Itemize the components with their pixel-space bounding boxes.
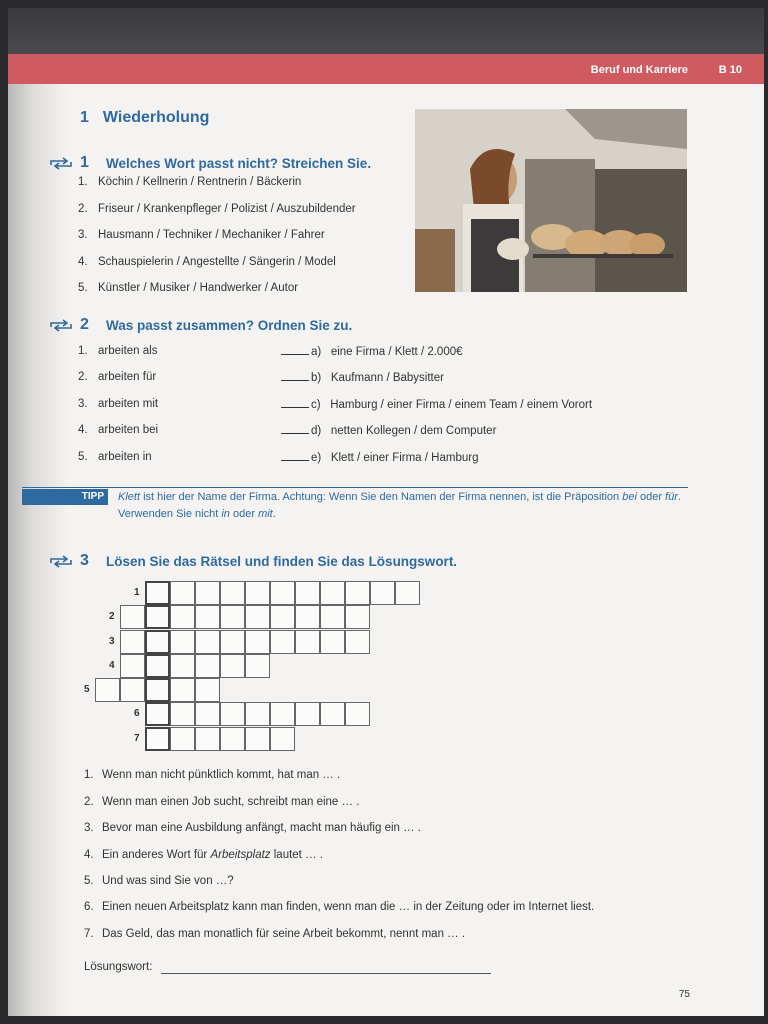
crossword-cell[interactable] (120, 605, 145, 629)
crossword-cell[interactable] (170, 678, 195, 702)
repeat-arrows-icon (48, 318, 74, 332)
crossword-solution-cell[interactable] (145, 654, 170, 678)
crossword-cell[interactable] (195, 581, 220, 605)
tipp-rule (22, 487, 688, 488)
crossword-cell[interactable] (170, 702, 195, 726)
list-item: 4. arbeiten bei (78, 424, 159, 436)
crossword-cell[interactable] (320, 605, 345, 629)
crossword-cell[interactable] (320, 702, 345, 726)
exercise-2-number: 2 (80, 316, 89, 333)
crossword-cell[interactable] (395, 581, 420, 605)
crossword-cell[interactable] (295, 630, 320, 654)
repeat-arrows-icon (48, 156, 74, 170)
crossword-cell[interactable] (270, 581, 295, 605)
crossword-cell[interactable] (220, 727, 245, 751)
baker-photo (415, 109, 687, 292)
exercise-1-number: 1 (80, 154, 89, 171)
crossword-row-label: 7 (134, 733, 140, 744)
answer-blank[interactable] (281, 423, 309, 434)
crossword-row-label: 4 (109, 660, 115, 671)
clue-item: 1. Wenn man nicht pünktlich kommt, hat man … . (84, 769, 341, 781)
match-option: d) netten Kollegen / dem Computer (281, 423, 496, 437)
crossword-row-label: 1 (134, 587, 140, 598)
crossword-solution-cell[interactable] (145, 702, 170, 726)
crossword-solution-cell[interactable] (145, 727, 170, 751)
answer-blank[interactable] (281, 344, 309, 355)
crossword-cell[interactable] (170, 630, 195, 654)
crossword-cell[interactable] (320, 581, 345, 605)
crossword-cell[interactable] (195, 654, 220, 678)
crossword-cell[interactable] (120, 678, 145, 702)
crossword-solution-cell[interactable] (145, 581, 170, 605)
crossword-cell[interactable] (170, 605, 195, 629)
crossword-row-label: 6 (134, 708, 140, 719)
clue-item: 4. Ein anderes Wort für Arbeitsplatz lautet … . (84, 849, 323, 861)
section-title (80, 109, 209, 127)
crossword-cell[interactable] (170, 581, 195, 605)
crossword-cell[interactable] (220, 581, 245, 605)
exercise-1-title: Welches Wort passt nicht? Streichen Sie. (106, 155, 372, 171)
crossword-cell[interactable] (245, 654, 270, 678)
crossword-cell[interactable] (95, 678, 120, 702)
crossword-cell[interactable] (270, 702, 295, 726)
crossword-row-label: 5 (84, 684, 90, 695)
crossword-cell[interactable] (295, 702, 320, 726)
workbook-page (8, 8, 764, 1016)
crossword-cell[interactable] (220, 702, 245, 726)
crossword-row-label: 2 (109, 611, 115, 622)
crossword-solution-cell[interactable] (145, 630, 170, 654)
exercise-3-heading (48, 552, 457, 570)
list-item: 1. arbeiten als (78, 345, 158, 357)
crossword-cell[interactable] (170, 654, 195, 678)
list-item: 5. arbeiten in (78, 451, 152, 463)
crossword-cell[interactable] (245, 702, 270, 726)
crossword-cell[interactable] (170, 727, 195, 751)
crossword-cell[interactable] (320, 630, 345, 654)
section-heading: Wiederholung (102, 109, 210, 126)
clue-item: 2. Wenn man einen Job sucht, schreibt man eine … . (84, 796, 360, 808)
crossword-cell[interactable] (345, 630, 370, 654)
crossword-cell[interactable] (270, 605, 295, 629)
match-option: c) Hamburg / einer Firma / einem Team / einem Vorort (281, 397, 592, 411)
exercise-3-title: Lösen Sie das Rätsel und finden Sie das Lösungswort. (106, 553, 458, 569)
crossword-cell[interactable] (245, 727, 270, 751)
answer-blank[interactable] (281, 450, 309, 461)
repeat-arrows-icon (48, 554, 74, 568)
answer-blank[interactable] (281, 370, 309, 381)
list-item: 3. Hausmann / Techniker / Mechaniker / Fahrer (78, 229, 325, 241)
crossword-cell[interactable] (195, 605, 220, 629)
crossword-cell[interactable] (220, 605, 245, 629)
list-item: 5. Künstler / Musiker / Handwerker / Autor (78, 282, 299, 294)
crossword-cell[interactable] (245, 605, 270, 629)
crossword-row-label: 3 (109, 636, 115, 647)
crossword-cell[interactable] (270, 630, 295, 654)
list-item: 2. Friseur / Krankenpfleger / Polizist / Auszubildender (78, 203, 356, 215)
clue-item: 7. Das Geld, das man monatlich für seine Arbeit bekommt, nennt man … . (84, 928, 466, 940)
list-item: 3. arbeiten mit (78, 398, 159, 410)
clue-item: 6. Einen neuen Arbeitsplatz kann man finden, wenn man die … in der Zeitung oder im Internet liest. (84, 901, 595, 913)
crossword-cell[interactable] (245, 630, 270, 654)
list-item: 2. arbeiten für (78, 371, 157, 383)
tipp-text: Klett ist hier der Name der Firma. Achtung: Wenn Sie den Namen der Firma nennen, ist die Präposition bei oder für. Verwenden Sie nicht in oder mit. (118, 491, 681, 520)
crossword-cell[interactable] (120, 654, 145, 678)
clue-item: 5. Und was sind Sie von …? (84, 875, 234, 887)
crossword-cell[interactable] (345, 605, 370, 629)
clue-item: 3. Bevor man eine Ausbildung anfängt, macht man häufig ein … . (84, 822, 422, 834)
exercise-2-heading (48, 316, 352, 334)
answer-blank[interactable] (281, 397, 309, 408)
exercise-1-heading (48, 154, 371, 172)
crossword-cell[interactable] (195, 727, 220, 751)
crossword-solution-cell[interactable] (145, 605, 170, 629)
crossword-cell[interactable] (295, 581, 320, 605)
header-title: Beruf und Karriere (590, 64, 688, 76)
list-item: 4. Schauspielerin / Angestellte / Sängerin / Model (78, 256, 336, 268)
crossword-cell[interactable] (295, 605, 320, 629)
section-number: 1 (80, 109, 89, 126)
solution-input-line[interactable] (161, 973, 491, 974)
match-option: a) eine Firma / Klett / 2.000€ (281, 344, 463, 358)
crossword-cell[interactable] (120, 630, 145, 654)
exercise-2-title: Was passt zusammen? Ordnen Sie zu. (106, 317, 353, 333)
crossword-cell[interactable] (195, 630, 220, 654)
baker-photo-illustration (415, 109, 687, 292)
header-code: B 10 (718, 64, 742, 76)
crossword-cell[interactable] (195, 678, 220, 702)
crossword-cell[interactable] (345, 702, 370, 726)
crossword-cell[interactable] (270, 727, 295, 751)
crossword-cell[interactable] (195, 702, 220, 726)
match-option: b) Kaufmann / Babysitter (281, 370, 444, 384)
tipp-badge: TIPP (22, 489, 108, 505)
crossword-cell[interactable] (220, 630, 245, 654)
list-item: 1. Köchin / Kellnerin / Rentnerin / Bäckerin (78, 176, 302, 188)
crossword-cell[interactable] (370, 581, 395, 605)
crossword-cell[interactable] (220, 654, 245, 678)
crossword-cell[interactable] (345, 581, 370, 605)
top-border (8, 8, 764, 54)
crossword-solution-cell[interactable] (145, 678, 170, 702)
exercise-3-number: 3 (80, 552, 89, 569)
solution-label: Lösungswort: (84, 961, 153, 973)
match-option: e) Klett / einer Firma / Hamburg (281, 450, 478, 464)
page-number: 75 (678, 989, 690, 1000)
crossword-cell[interactable] (245, 581, 270, 605)
